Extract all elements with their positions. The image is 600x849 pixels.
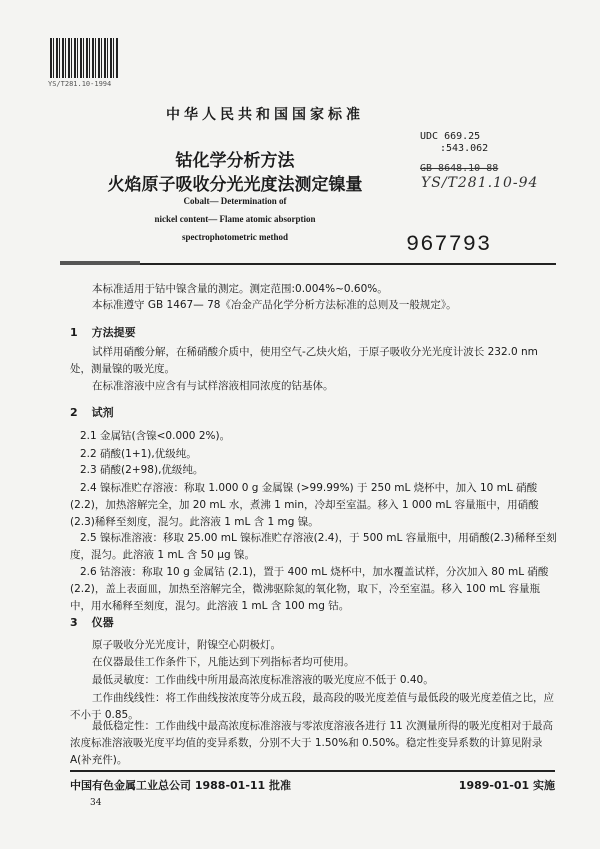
paragraph: 最低灵敏度：工作曲线中所用最高浓度标准溶液的吸光度应不低于 0.40。 [92,674,434,686]
reagent-item: 2.6 钴溶液：称取 10 g 金属钴 (2.1)，置于 400 mL 烧杯中，加水覆盖试样，分次加入 80 mL 硝酸(2.2)，盖上表面皿，加热至溶解完全，微沸驱除氮的氧化物，取下，冷至室温。移入 100 mL 容量瓶中，用水稀释至刻度，混匀。此溶液 1 mL 含 100 mg 钴。 [70,566,549,612]
approval-line: 中国有色金属工业总公司 1988-01-11 批准 [70,779,292,792]
reagent-item: 2.1 金属钴(含镍<0.000 2%)。 [80,430,231,442]
document-number: 967793 [406,232,492,257]
old-standard-code: GB 8648.10—88 [420,163,499,174]
barcode-label: YS/T281.10-1994 [48,80,112,88]
title-line-2: 火焰原子吸收分光光度法测定镍量 [107,175,363,195]
paragraph: 最低稳定性：工作曲线中最高浓度标准溶液与零浓度溶液各进行 11 次测量所得的吸光度相对于最高浓度标准溶液吸光度平均值的变异系数，分别不大于 1.50%和 0.50%。稳定性变异系数的计算见附录 A(补充件)。 [70,720,554,766]
english-title-line: Cobalt— Determination of [183,196,287,206]
paragraph: 在标准溶液中应含有与试样溶液相同浓度的钴基体。 [92,380,334,392]
section-title: 试剂 [91,406,114,419]
reagent-item: 2.4 镍标准贮存溶液：称取 1.000 0 g 金属镍 (>99.99%) 于 250 mL 烧杯中，加入 10 mL 硝酸(2.2)，加热溶解完全，加 20 mL 水，煮沸 1 min，冷却至室温。移入 1 000 mL 容量瓶中，用硝酸(2.3)稀释至刻度，混匀。此溶液 1 mL 含 1 mg 镍。 [70,482,539,528]
paragraph: 试样用硝酸分解，在稀硝酸介质中，使用空气-乙炔火焰，于原子吸收分光光度计波长 232.0 nm 处，测量镍的吸光度。 [70,346,538,375]
section-1-heading [70,324,150,340]
intro-compliance: 本标准遵守 GB 1467— 78《冶金产品化学分析方法标准的总则及一般规定》。 [92,299,457,311]
udc-code: UDC 669.25 [420,131,481,142]
reagent-item: 2.3 硝酸(2+98),优级纯。 [80,464,204,476]
title-line-1: 钴化学分析方法 [175,151,295,171]
section-2-heading [70,404,128,420]
handwritten-new-code: YS/T281.10-94 [421,175,539,191]
udc-code-line2: :543.062 [440,143,489,154]
barcode [50,38,118,78]
section-number: 2 [70,406,78,419]
section-number: 3 [70,616,78,629]
paragraph: 工作曲线线性：将工作曲线按浓度等分成五段，最高段的吸光度差值与最低段的吸光度差值之比，应不小于 0.85。 [70,692,554,721]
implementation-date: 1989-01-01 实施 [458,779,555,792]
national-standard-heading: 中华人民共和国国家标准 [166,107,364,123]
reagent-item: 2.2 硝酸(1+1),优级纯。 [80,448,197,460]
reagent-item: 2.5 镍标准溶液：移取 25.00 mL 镍标准贮存溶液(2.4)，于 500 mL 容量瓶中，用硝酸(2.3)稀释至刻度，混匀。此溶液 1 mL 含 50 μg 镍。 [70,532,557,561]
section-title: 仪器 [91,616,114,629]
footer-divider [70,770,555,772]
paragraph: 在仪器最佳工作条件下，凡能达到下列指标者均可使用。 [92,656,355,668]
section-title: 方法提要 [91,326,136,339]
page-number: 34 [90,798,102,808]
section-3-heading [70,614,128,630]
english-title-line: nickel content— Flame atomic absorption [154,214,316,224]
english-title-line: spectrophotometric method [181,232,289,242]
header-divider [60,263,556,265]
section-number: 1 [70,326,78,339]
intro-scope: 本标准适用于钴中镍含量的测定。测定范围:0.004%~0.60%。 [92,283,388,295]
paragraph: 原子吸收分光光度计，附镍空心阴极灯。 [92,639,281,651]
